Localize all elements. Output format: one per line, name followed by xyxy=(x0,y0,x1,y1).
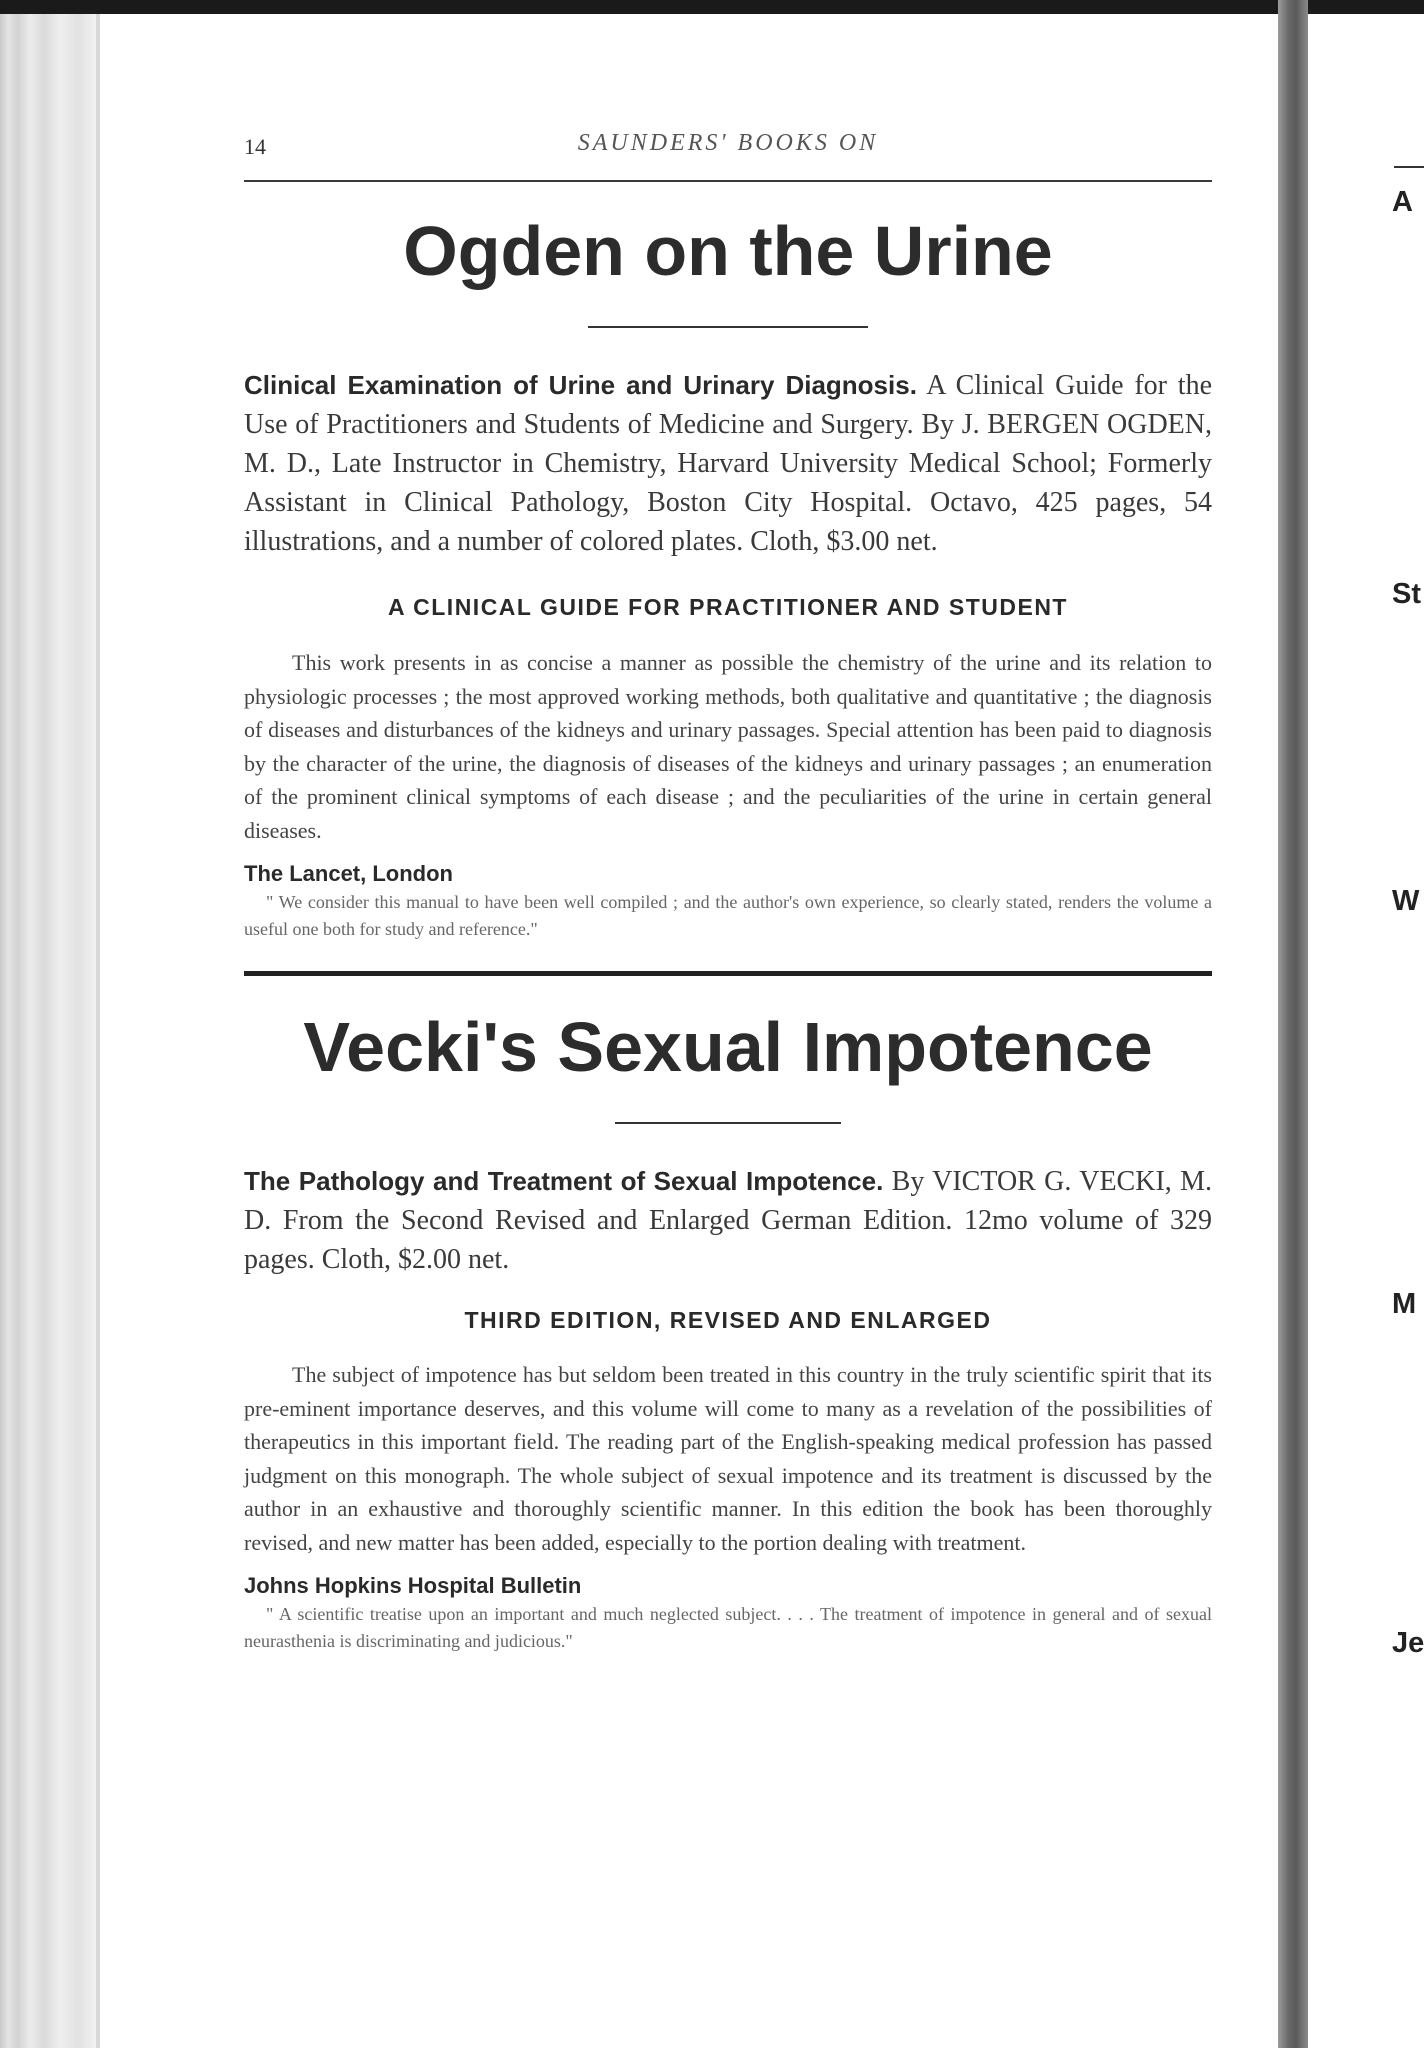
book-subtitle: Clinical Examination of Urine and Urinary Diagnosis. xyxy=(244,370,917,400)
book-details: By VICTOR G. VECKI, M. D. From the Second Revised and Enlarged German Edition. 12mo volume of 329 pages. Cloth, $2.00 net. xyxy=(244,1166,1212,1275)
book-details: A Clinical Guide for the Use of Practitioners and Students of Medicine and Surgery. By J. BERGEN OGDEN, M. D., Late Instructor in Chemistry, Harvard University Medical School; Formerly Assistant in Clinical Pathology, Boston City Hospital. Octavo, 425 pages, 54 illustrations, and a number of colored plates. Cloth, $3.00 net. xyxy=(244,370,1213,557)
book-description xyxy=(244,366,1212,561)
title-rule xyxy=(615,1122,841,1124)
book-title: Ogden on the Urine xyxy=(403,212,1053,290)
facing-page-rule xyxy=(1394,166,1424,168)
facing-page-fragment: Je xyxy=(1392,1627,1424,1659)
book-summary: The subject of impotence has but seldom been treated in this country in the truly scientific spirit that its pre-eminent importance deserves, and this volume will come to many as a revelation of the possibilities of therapeutics in this important field. The reading part of the English-speaking medical profession has passed judgment on this monograph. The whole subject of sexual impotence and its treatment is discussed by the author in an exhaustive and thoroughly scientific manner. In this edition the book has been thoroughly revised, and new matter has been added, especially to the portion dealing with treatment. xyxy=(244,1362,1212,1555)
page-header xyxy=(244,120,1212,162)
facing-page-fragment: St xyxy=(1392,578,1421,610)
book-spine xyxy=(1278,0,1308,2048)
facing-page-fragment: M xyxy=(1392,1288,1417,1320)
scan-top-border xyxy=(0,0,1424,14)
vecki-listing xyxy=(244,1008,1212,1655)
header-rule xyxy=(244,180,1212,182)
book-description xyxy=(244,1162,1212,1279)
review-quote: " We consider this manual to have been well compiled ; and the author's own experience, so clearly stated, renders the volume a useful one both for study and reference." xyxy=(244,892,1212,939)
book-page-edges xyxy=(0,14,98,2048)
book-subtitle: The Pathology and Treatment of Sexual Impotence. xyxy=(244,1166,884,1196)
facing-page-fragment: A xyxy=(1392,186,1413,218)
page-content xyxy=(244,120,1212,1655)
facing-page-fragment: W xyxy=(1392,885,1420,917)
review-source: Johns Hopkins Hospital Bulletin xyxy=(244,1573,582,1598)
book-title: Vecki's Sexual Impotence xyxy=(303,1008,1153,1086)
section-divider xyxy=(244,971,1212,976)
ogden-listing xyxy=(244,212,1213,943)
section-heading: A CLINICAL GUIDE FOR PRACTITIONER AND STUDENT xyxy=(388,594,1068,620)
page-number: 14 xyxy=(244,134,266,159)
section-heading: THIRD EDITION, REVISED AND ENLARGED xyxy=(464,1307,992,1333)
review-quote: " A scientific treatise upon an important and much neglected subject. . . . The treatment of impotence in general and of sexual neurasthenia is discriminating and judicious." xyxy=(244,1604,1212,1651)
facing-page xyxy=(1308,14,1424,2048)
title-rule xyxy=(588,326,868,328)
review-source: The Lancet, London xyxy=(244,861,453,886)
running-head: SAUNDERS' BOOKS ON xyxy=(577,130,879,156)
book-summary: This work presents in as concise a manner as possible the chemistry of the urine and its relation to physiologic processes ; the most approved working methods, both qualitative and quantitative ; the diagnosis of diseases and disturbances of the kidneys and urinary passages. Special attention has been paid to diagnosis by the character of the urine, the diagnosis of diseases of the kidneys and urinary passages ; an enumeration of the prominent clinical symptoms of each disease ; and the peculiarities of the urine in certain general diseases. xyxy=(244,650,1212,843)
